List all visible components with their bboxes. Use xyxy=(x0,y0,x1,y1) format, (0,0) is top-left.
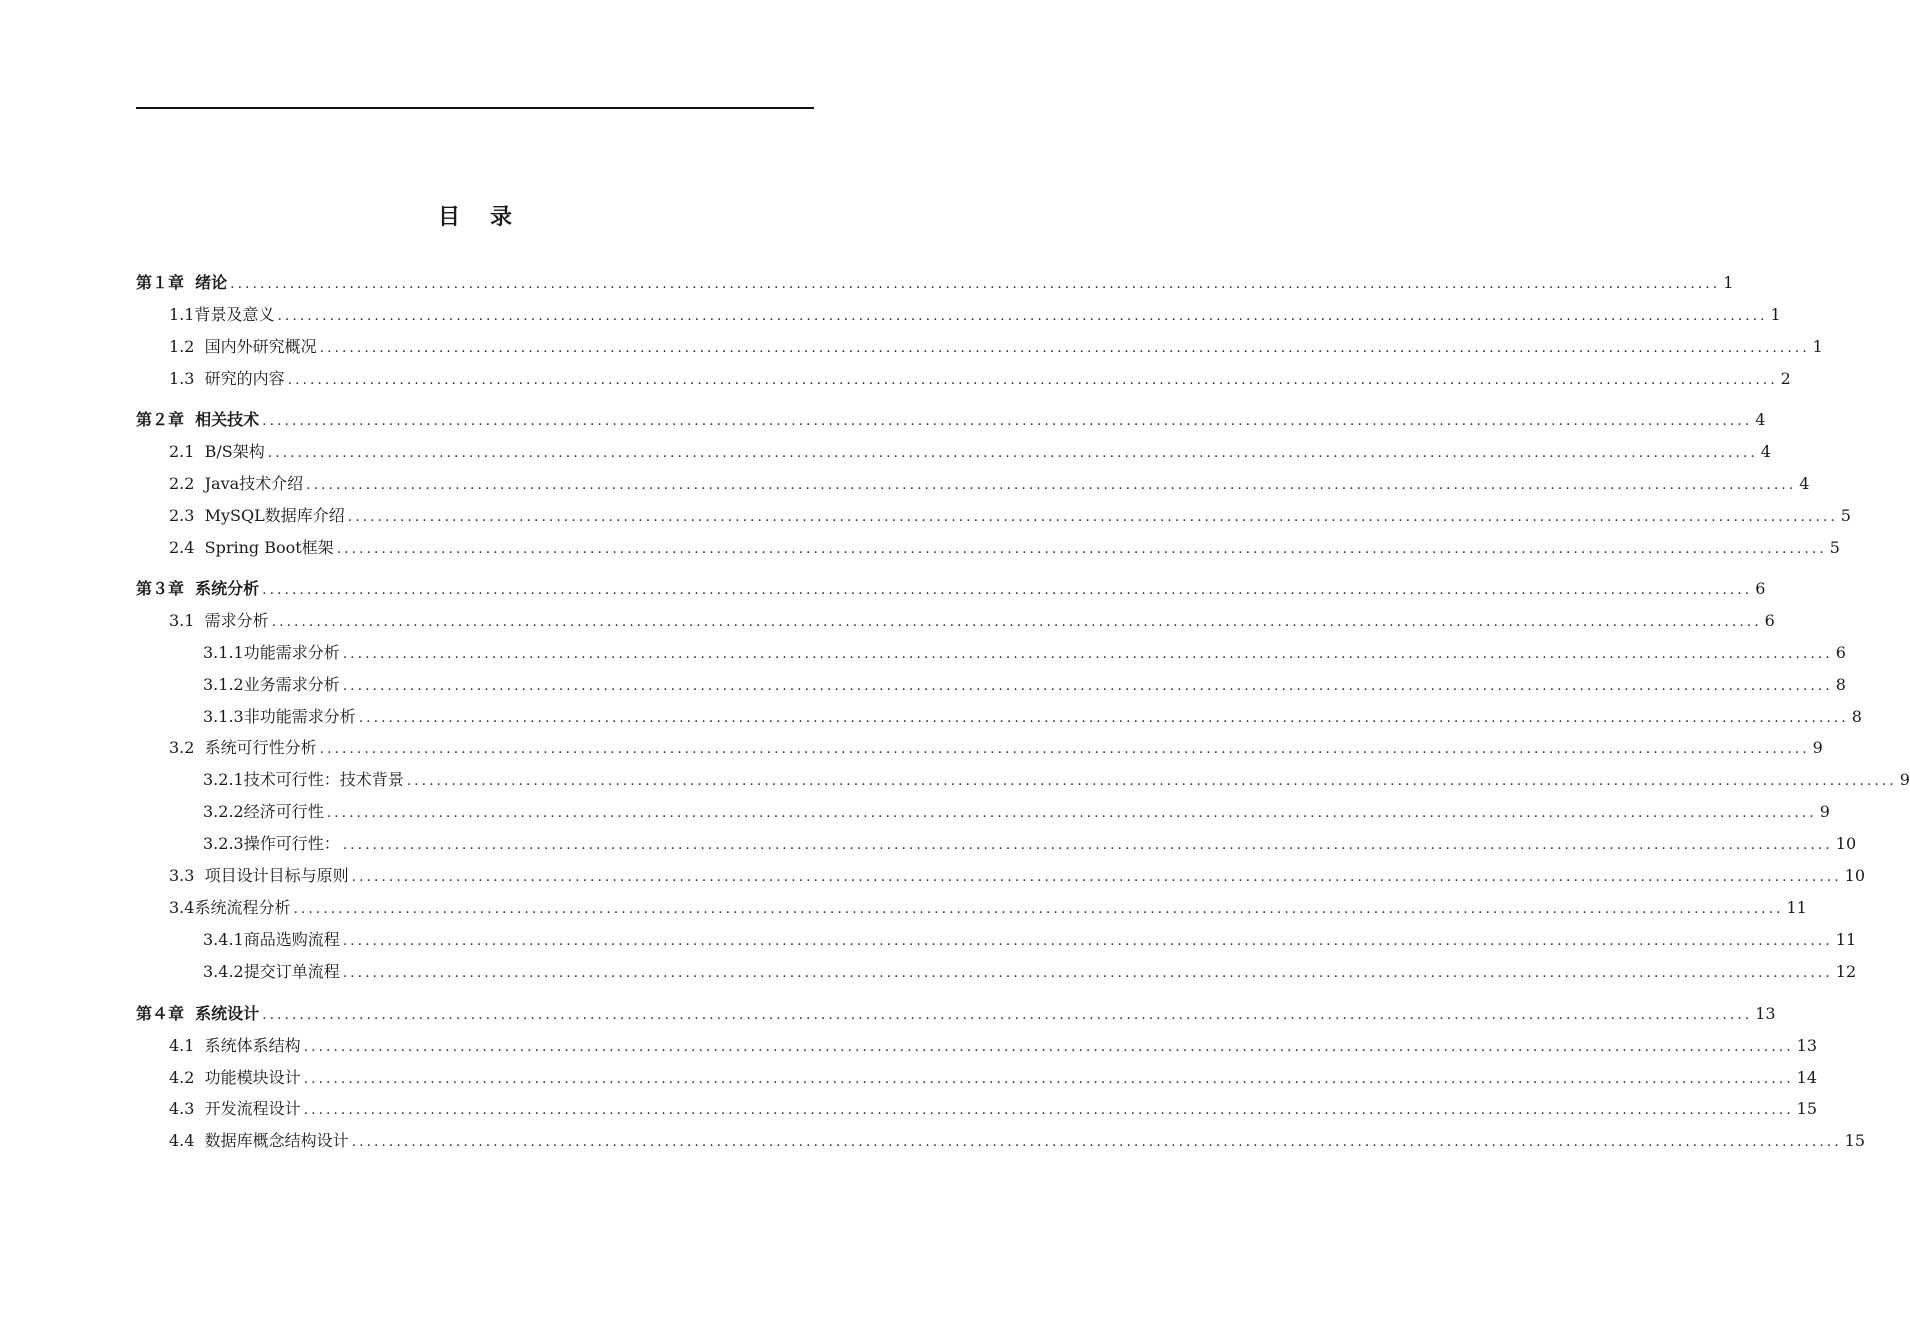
toc-entry-label: 1.2 国内外研究概况 xyxy=(169,337,317,356)
toc-leader-dots: ........................................................................................................................................................................................................ xyxy=(336,541,1827,557)
toc-entry-page: 11 xyxy=(1835,930,1857,949)
toc-entry[interactable] xyxy=(203,705,1862,729)
toc-leader-dots: ........................................................................................................................................................................................................ xyxy=(262,1007,1753,1023)
header-rule xyxy=(136,107,814,109)
toc-entry-page: 15 xyxy=(1796,1099,1818,1118)
toc-entry[interactable] xyxy=(203,960,1857,984)
toc-leader-dots: ........................................................................................................................................................................................................ xyxy=(303,1039,1794,1055)
toc-entry-label: 3.1.3非功能需求分析 xyxy=(203,707,356,726)
toc-entry-label: 2.3 MySQL数据库介绍 xyxy=(169,506,345,525)
toc-leader-dots: ........................................................................................................................................................................................................ xyxy=(271,614,1762,630)
toc-entry-label: 第１章 绪论 xyxy=(136,273,228,292)
page-title xyxy=(0,200,950,231)
toc-leader-dots: ........................................................................................................................................................................................................ xyxy=(326,805,1817,821)
title-char-2: 录 xyxy=(490,204,513,230)
toc-entry-label: 第３章 系统分析 xyxy=(136,579,260,598)
toc-entry-page: 13 xyxy=(1796,1036,1818,1055)
toc-entry-page: 9 xyxy=(1819,802,1830,821)
toc-leader-dots: ........................................................................................................................................................................................................ xyxy=(406,773,1897,789)
toc-entry-label: 4.1 系统体系结构 xyxy=(169,1036,301,1055)
toc-leader-dots: ........................................................................................................................................................................................................ xyxy=(303,1102,1794,1118)
toc-entry-page: 5 xyxy=(1840,506,1851,525)
toc-leader-dots: ........................................................................................................................................................................................................ xyxy=(342,933,1833,949)
toc-leader-dots: ........................................................................................................................................................................................................ xyxy=(342,646,1833,662)
toc-entry-page: 1 xyxy=(1770,305,1781,324)
toc-entry-label: 4.2 功能模块设计 xyxy=(169,1068,301,1087)
toc-entry-label: 3.2.3操作可行性： xyxy=(203,834,340,853)
toc-entry-page: 8 xyxy=(1835,675,1846,694)
toc-entry-page: 9 xyxy=(1899,770,1910,789)
toc-entry-page: 6 xyxy=(1755,579,1766,598)
toc-entry[interactable] xyxy=(169,1034,1818,1058)
toc-entry-page: 13 xyxy=(1755,1004,1776,1023)
toc-entry-page: 1 xyxy=(1723,273,1734,292)
toc-entry-page: 4 xyxy=(1799,474,1810,493)
toc-entry-label: 3.1 需求分析 xyxy=(169,611,269,630)
toc-entry-label: 2.4 Spring Boot框架 xyxy=(169,538,334,557)
toc-entry[interactable] xyxy=(203,928,1857,952)
toc-entry-label: 2.2 Java技术介绍 xyxy=(169,474,304,493)
toc-entry[interactable] xyxy=(203,641,1846,665)
toc-entry-label: 1.1背景及意义 xyxy=(169,305,275,324)
toc-entry-page: 2 xyxy=(1780,369,1791,388)
toc-entry-label: 3.1.1功能需求分析 xyxy=(203,643,340,662)
toc-entry-page: 14 xyxy=(1796,1068,1818,1087)
toc-entry[interactable] xyxy=(136,1002,1776,1026)
toc-entry-label: 4.4 数据库概念结构设计 xyxy=(169,1131,349,1150)
toc-entry-label: 3.2.2经济可行性 xyxy=(203,802,324,821)
toc-entry[interactable] xyxy=(169,1066,1818,1090)
toc-entry-label: 2.1 B/S架构 xyxy=(169,442,265,461)
toc-entry-page: 10 xyxy=(1844,866,1866,885)
toc-leader-dots: ........................................................................................................................................................................................................ xyxy=(277,308,1768,324)
toc-entry[interactable] xyxy=(169,1129,1866,1153)
toc-leader-dots: ........................................................................................................................................................................................................ xyxy=(342,678,1833,694)
toc-entry[interactable] xyxy=(169,609,1775,633)
toc-entry[interactable] xyxy=(169,896,1807,920)
toc-entry-label: 3.2 系统可行性分析 xyxy=(169,738,317,757)
toc-entry[interactable] xyxy=(203,768,1910,792)
toc-entry-page: 5 xyxy=(1829,538,1840,557)
toc-entry[interactable] xyxy=(136,577,1766,601)
toc-entry[interactable] xyxy=(169,864,1866,888)
toc-leader-dots: ........................................................................................................................................................................................................ xyxy=(262,413,1753,429)
toc-entry-label: 3.3 项目设计目标与原则 xyxy=(169,866,349,885)
toc-entry[interactable] xyxy=(169,303,1781,327)
toc-leader-dots: ........................................................................................................................................................................................................ xyxy=(303,1071,1794,1087)
toc-entry[interactable] xyxy=(203,673,1846,697)
toc-entry-page: 4 xyxy=(1760,442,1771,461)
toc-entry[interactable] xyxy=(136,408,1766,432)
toc-leader-dots: ........................................................................................................................................................................................................ xyxy=(351,869,1842,885)
title-char-1: 目 xyxy=(437,204,460,230)
toc-entry-label: 4.3 开发流程设计 xyxy=(169,1099,301,1118)
toc-entry-page: 9 xyxy=(1812,738,1823,757)
toc-entry-page: 6 xyxy=(1764,611,1775,630)
toc-entry-label: 第２章 相关技术 xyxy=(136,410,260,429)
toc-leader-dots: ........................................................................................................................................................................................................ xyxy=(293,901,1784,917)
toc-entry[interactable] xyxy=(169,367,1791,391)
toc-entry-page: 8 xyxy=(1851,707,1862,726)
toc-entry[interactable] xyxy=(169,440,1771,464)
toc-entry-page: 4 xyxy=(1755,410,1766,429)
toc-entry-label: 第４章 系统设计 xyxy=(136,1004,260,1023)
toc-entry-page: 11 xyxy=(1786,898,1807,917)
toc-entry[interactable] xyxy=(169,472,1810,496)
toc-leader-dots: ........................................................................................................................................................................................................ xyxy=(319,741,1810,757)
toc-leader-dots: ........................................................................................................................................................................................................ xyxy=(306,477,1797,493)
toc-leader-dots: ........................................................................................................................................................................................................ xyxy=(342,837,1833,853)
toc-leader-dots: ........................................................................................................................................................................................................ xyxy=(230,276,1721,292)
toc-leader-dots: ........................................................................................................................................................................................................ xyxy=(358,710,1849,726)
toc-leader-dots: ........................................................................................................................................................................................................ xyxy=(267,445,1758,461)
toc-entry-page: 15 xyxy=(1844,1131,1866,1150)
toc-entry-page: 12 xyxy=(1835,962,1857,981)
toc-entry[interactable] xyxy=(136,271,1734,295)
toc-entry-page: 1 xyxy=(1812,337,1823,356)
toc-entry-page: 10 xyxy=(1835,834,1857,853)
toc-entry-label: 3.1.2业务需求分析 xyxy=(203,675,340,694)
toc-leader-dots: ........................................................................................................................................................................................................ xyxy=(347,509,1838,525)
toc-entry-label: 3.2.1技术可行性：技术背景 xyxy=(203,770,404,789)
toc-entry[interactable] xyxy=(169,1097,1818,1121)
toc-entry-label: 3.4系统流程分析 xyxy=(169,898,291,917)
toc-entry-label: 3.4.1商品选购流程 xyxy=(203,930,340,949)
toc-entry-label: 3.4.2提交订单流程 xyxy=(203,962,340,981)
toc-leader-dots: ........................................................................................................................................................................................................ xyxy=(342,965,1833,981)
toc-leader-dots: ........................................................................................................................................................................................................ xyxy=(262,582,1753,598)
toc-entry[interactable] xyxy=(169,504,1851,528)
toc-entry[interactable] xyxy=(203,800,1830,824)
toc-leader-dots: ........................................................................................................................................................................................................ xyxy=(351,1134,1842,1150)
toc-leader-dots: ........................................................................................................................................................................................................ xyxy=(319,340,1810,356)
toc-entry-page: 6 xyxy=(1835,643,1846,662)
toc-entry[interactable] xyxy=(203,832,1857,856)
toc-entry-label: 1.3 研究的内容 xyxy=(169,369,285,388)
toc-leader-dots: ........................................................................................................................................................................................................ xyxy=(287,372,1778,388)
toc-entry[interactable] xyxy=(169,335,1823,359)
toc-entry[interactable] xyxy=(169,536,1840,560)
toc-entry[interactable] xyxy=(169,736,1823,760)
